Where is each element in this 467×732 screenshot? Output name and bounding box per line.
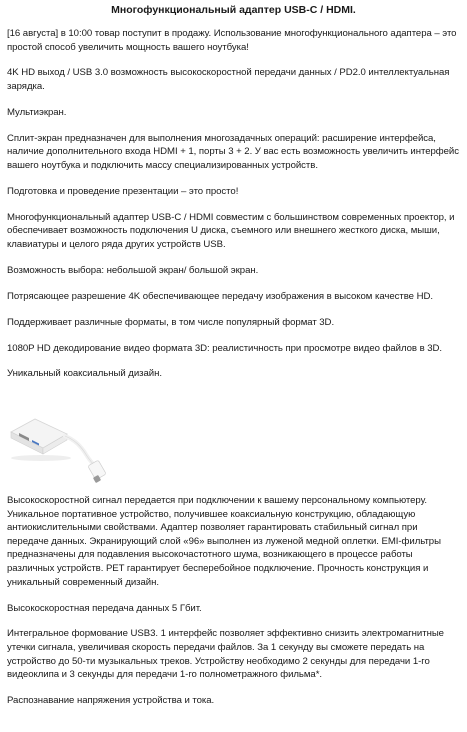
paragraph-high-speed-signal: Высокоскоростной сигнал передается при подключении к вашему персональному компьютеру. Уникальное портативное устройство, получившее коаксиальную конструкцию, обладающую антиокислительными свойствами. Адаптер позволяет гарантировать стабильный сигнал при передаче данных. Экранирующий слой «96» выполнен из луженой медной оплетки. EMI-фильтры предназначены для подавления высокочастотного шума, возникающего в процессе работы различных устройств. PET гарантирует бесперебойное подключение. Прочность конструкция и уникальный современный дизайн. (7, 495, 441, 588)
paragraph-4k-resolution: Потрясающее разрешение 4K обеспечивающее передачу изображения в высоком качестве HD. (7, 290, 433, 302)
paragraph-compatibility: Многофункциональный адаптер USB-C / HDMI совместим с большинством современных проектор, и обеспечивает возможность подключения U диска, съемного или внешнего жесткого диска, мыши, клавиатуры и целого ряда других устройств USB. (7, 211, 455, 251)
paragraph-intro: [16 августа] в 10:00 товар поступит в продажу. Использование многофункционального адаптера – это простой способ увеличить мощность вашего ноутбука! (7, 28, 457, 53)
document-title: Многофункциональный адаптер USB-C / HDMI. (111, 4, 356, 16)
paragraph-screen-choice: Возможность выбора: небольшой экран/ большой экран. (7, 264, 259, 276)
paragraph-coaxial-design: Уникальный коаксиальный дизайн. (7, 368, 162, 380)
paragraph-split-screen: Сплит-экран предназначен для выполнения многозадачных операций: расширение интерфейса, наличие дополнительного входа HDMI + 1, порты 3 + 2. У вас есть возможность увеличить интерфейс вашего ноутбука и подключить массу специализированных устройств. (7, 132, 459, 172)
paragraph-1080p: 1080P HD декодирование видео формата 3D: реалистичность при просмотре видео файлов в 3D. (7, 342, 443, 354)
document-page (0, 4, 467, 732)
paragraph-multiscreen-heading: Мультиэкран. (7, 106, 67, 118)
paragraph-usb3-integration: Интегральное формование USB3. 1 интерфейс позволяет эффективно снизить электромагнитные утечки сигнала, увеличивая скорость передачи файлов. За 1 секунду вы сможете передать на устройство до 50-ти музыкальных треков. Устройству необходимо 2 секунды для передачи 1-го видеоклипа и 3 секунды для передачи 1-го полнометражного фильма*. (7, 628, 444, 681)
paragraph-features: 4K HD выход / USB 3.0 возможность высокоскоростной передачи данных / PD2.0 интеллектуальная зарядка. (7, 67, 450, 93)
paragraph-presentation: Подготовка и проведение презентации – это просто! (7, 185, 239, 197)
usb-c-hdmi-adapter-illustration (7, 392, 117, 488)
paragraph-voltage-recognition: Распознавание напряжения устройства и тока. (7, 695, 215, 707)
adapter-product-image (7, 392, 117, 488)
paragraph-5gbit: Высокоскоростная передача данных 5 Гбит. (7, 602, 202, 614)
paragraph-formats: Поддерживает различные форматы, в том числе популярный формат 3D. (7, 316, 335, 328)
